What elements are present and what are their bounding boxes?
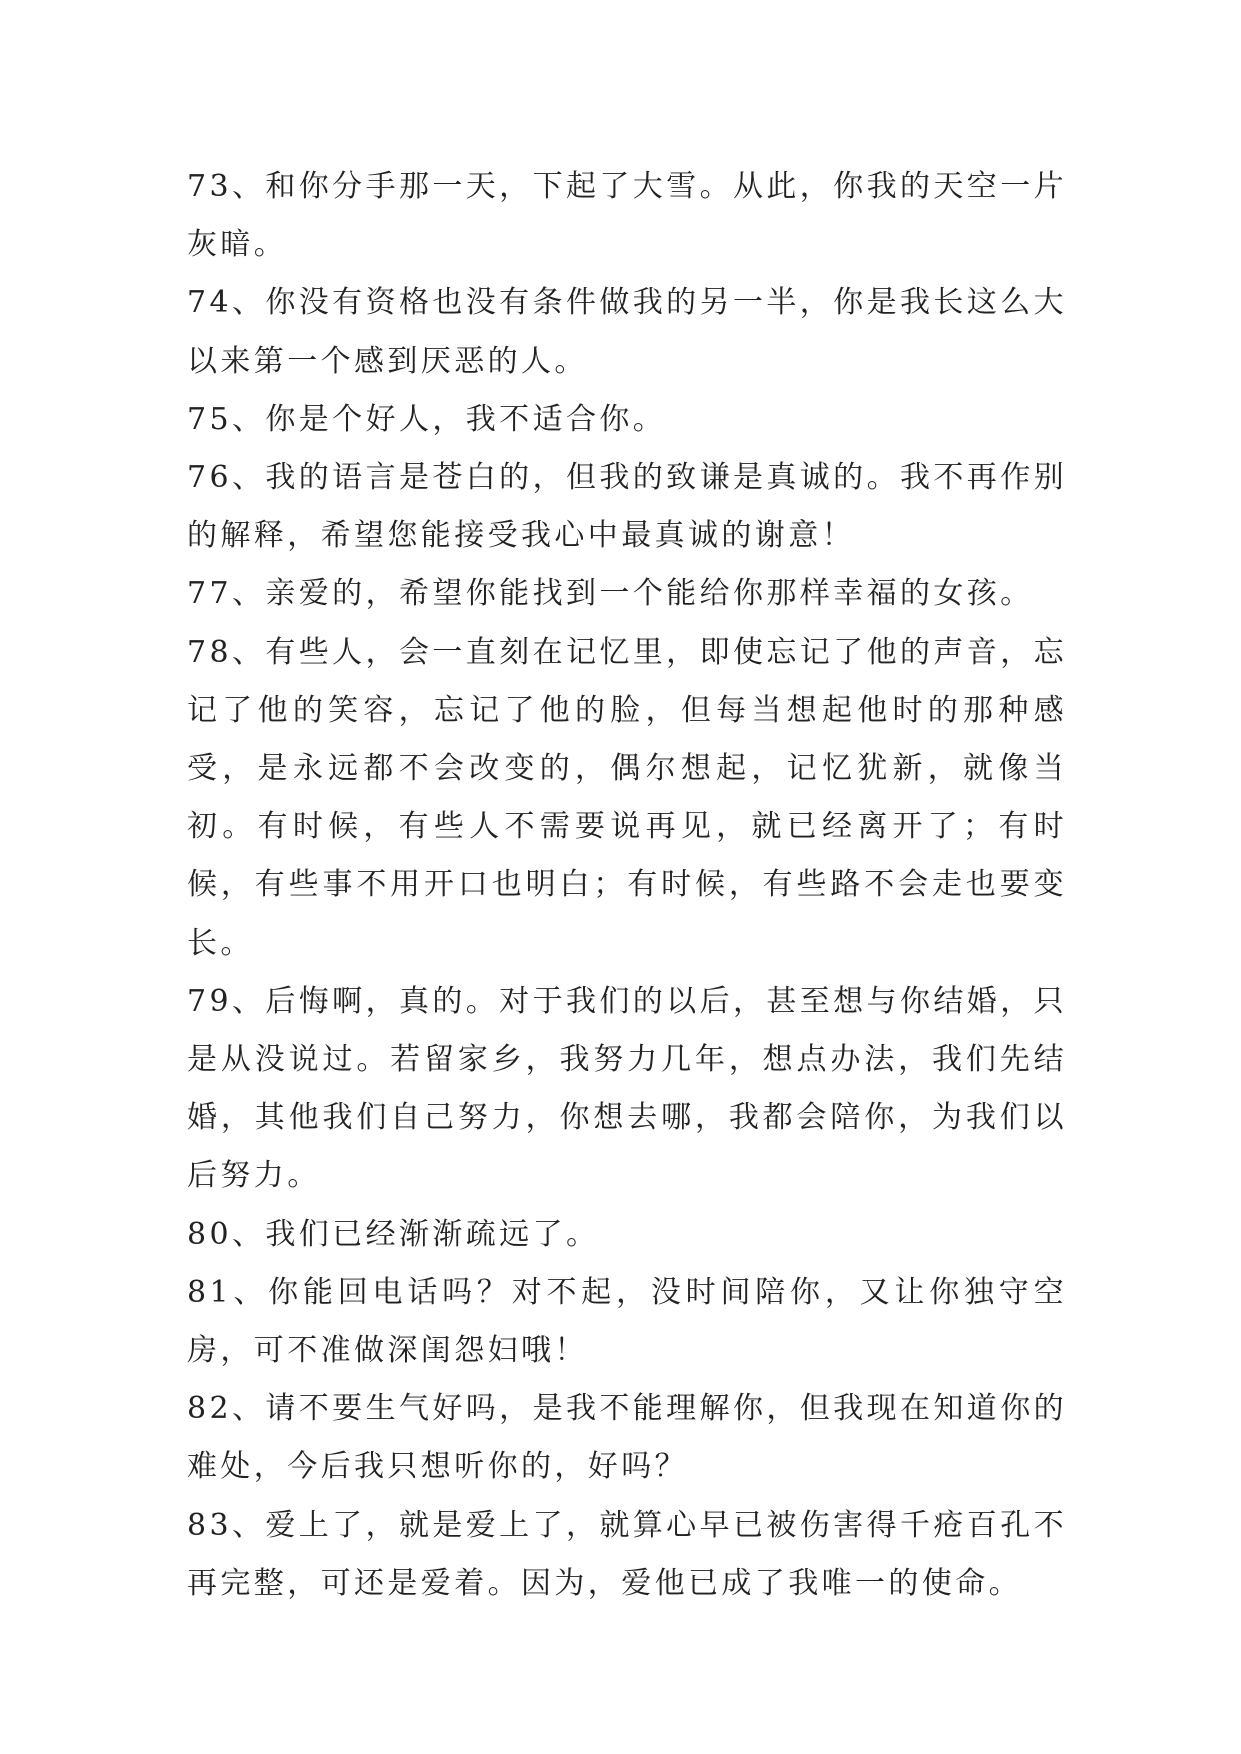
list-item: 76、我的语言是苍白的，但我的致谦是真诚的。我不再作别的解释，希望您能接受我心中最真诚的谢意！	[187, 460, 1067, 554]
list-item: 78、有些人，会一直刻在记忆里，即使忘记了他的声音，忘记了他的笑容，忘记了他的脸，但每当想起他时的那种感受，是永远都不会改变的，偶尔想起，记忆犹新，就像当初。有时候，有些人不需要说再见，就已经离开了；有时候，有些事不用开口也明白；有时候，有些路不会走也要变长。	[187, 634, 1067, 961]
list-item: 79、后悔啊，真的。对于我们的以后，甚至想与你结婚，只是从没说过。若留家乡，我努力几年，想点办法，我们先结婚，其他我们自己努力，你想去哪，我都会陪你，为我们以后努力。	[187, 983, 1067, 1194]
document-body	[187, 158, 1067, 1613]
list-item: 81、你能回电话吗？对不起，没时间陪你，又让你独守空房，可不准做深闺怨妇哦！	[187, 1274, 1067, 1369]
list-item: 82、请不要生气好吗，是我不能理解你，但我现在知道你的难处，今后我只想听你的，好吗？	[187, 1391, 1067, 1485]
list-item: 77、亲爱的，希望你能找到一个能给你那样幸福的女孩。	[187, 576, 1034, 612]
list-item: 80、我们已经渐渐疏远了。	[187, 1216, 600, 1252]
list-item: 83、爱上了，就是爱上了，就算心早已被伤害得千疮百孔不再完整，可还是爱着。因为，爱他已成了我唯一的使命。	[187, 1507, 1067, 1601]
list-item: 73、和你分手那一天，下起了大雪。从此，你我的天空一片灰暗。	[187, 169, 1067, 263]
list-item: 74、你没有资格也没有条件做我的另一半，你是我长这么大以来第一个感到厌恶的人。	[187, 285, 1067, 379]
list-item: 75、你是个好人，我不适合你。	[187, 401, 667, 437]
